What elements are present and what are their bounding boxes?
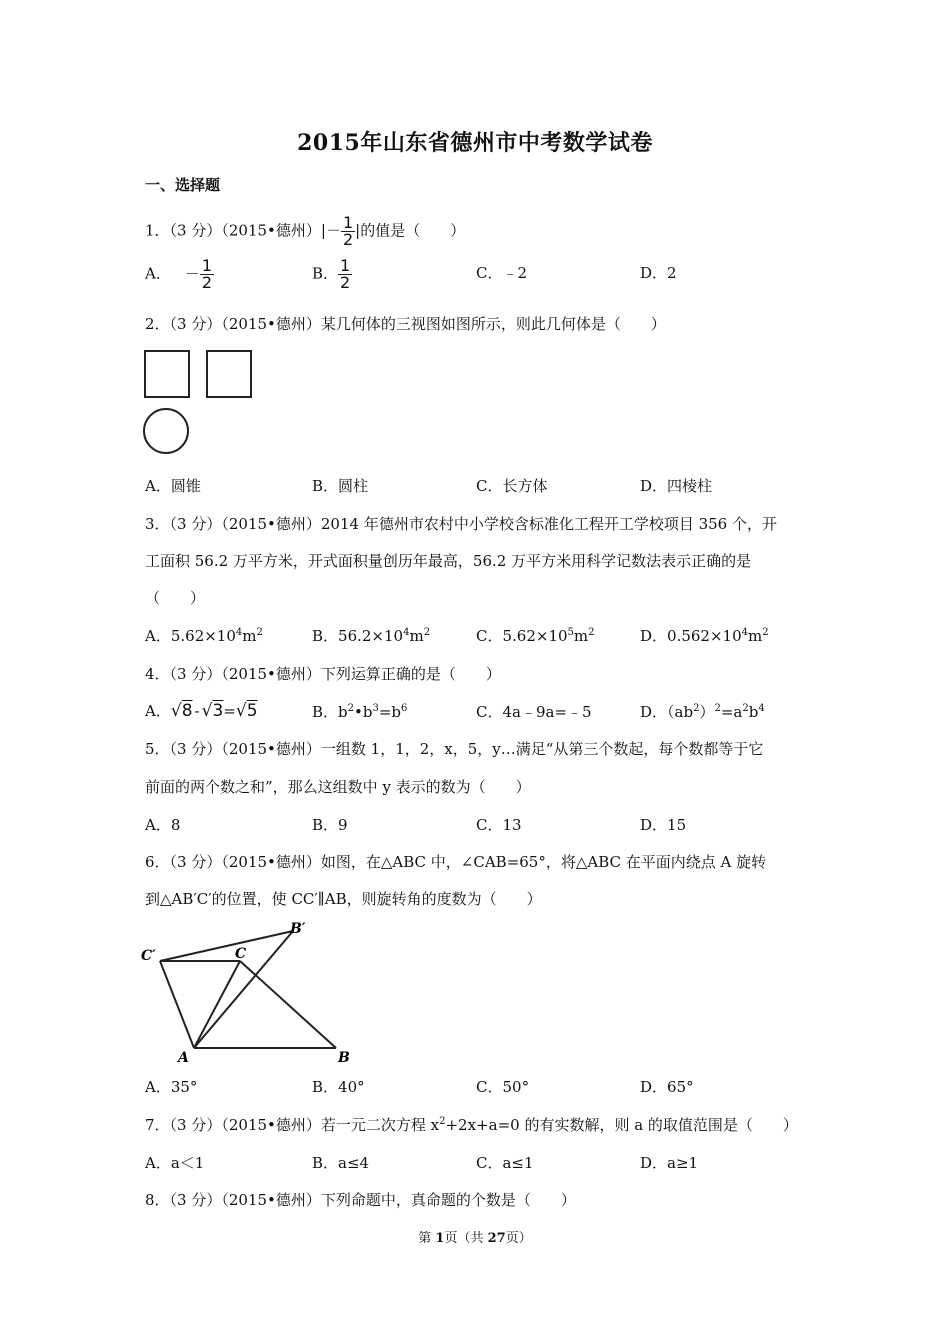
q1-option-c: C．﹣2 xyxy=(476,264,528,282)
segment-c-prime-b-prime xyxy=(160,931,293,961)
q2-option-a: A．圆锥 xyxy=(145,477,201,495)
q3-option-c: C．$5.62\times 10^5m^2$ xyxy=(476,627,595,645)
question-1 xyxy=(145,215,465,248)
q7-option-d: D．a≥1 xyxy=(640,1154,699,1172)
q1-sign: － xyxy=(325,221,341,240)
question-3-line-1: 3．（3 分）（2015•德州）2014 年德州市农村中小学校含标准化工程开工学校项目 356 个，开 xyxy=(145,515,777,533)
three-view-figure xyxy=(140,348,260,458)
section-heading: 一、选择题 xyxy=(145,176,221,194)
q3-option-d: D．$0.562\times 10^4m^2$ xyxy=(640,627,769,645)
q5-option-c: C．13 xyxy=(476,816,522,834)
label-c: C xyxy=(235,946,247,962)
label-a: A xyxy=(178,1050,189,1066)
label-b-prime: B′ xyxy=(290,921,306,937)
question-5-line-2: 前面的两个数之和”，那么这组数中 y 表示的数为（ ） xyxy=(145,778,531,796)
question-3-line-3: （ ） xyxy=(145,589,206,607)
q7-option-c: C．a≤1 xyxy=(476,1154,534,1172)
question-5-line-1: 5．（3 分）（2015•德州）一组数 1，1，2，x，5，y…满足“从第三个数起，每个数都等于它 xyxy=(145,740,764,758)
question-7: 7．（3 分）（2015•德州）若一元二次方程 $x^2+2x+a=0$ 的有实数解，则 a 的取值范围是（ ） xyxy=(145,1116,798,1134)
q6-option-d: D．65° xyxy=(640,1078,694,1096)
q4-option-b: B．$b^2•b^3=b^6$ xyxy=(312,703,408,721)
q1-prefix: 1．（3 分）（2015•德州）| xyxy=(145,221,326,240)
q3-option-a: A．$5.62\times 10^4m^2$ xyxy=(145,627,263,645)
page-number: 1 xyxy=(435,1231,445,1246)
q5-option-b: B．9 xyxy=(312,816,348,834)
q3-option-b: B．$56.2\times 10^4m^2$ xyxy=(312,627,431,645)
q6-option-a: A．35° xyxy=(145,1078,198,1096)
label-b: B xyxy=(338,1050,350,1066)
side-view-square xyxy=(207,351,251,397)
q6-option-c: C．50° xyxy=(476,1078,530,1096)
q6-option-b: B．40° xyxy=(312,1078,365,1096)
page-total: 27 xyxy=(487,1231,506,1246)
q2-option-c: C．长方体 xyxy=(476,477,548,495)
page-footer: 第 1页（共 27页） xyxy=(418,1231,532,1246)
question-8: 8．（3 分）（2015•德州）下列命题中，真命题的个数是（ ） xyxy=(145,1191,576,1209)
q5-option-d: D．15 xyxy=(640,816,687,834)
q4-option-a: A．√8 - √3=√5 xyxy=(145,701,258,721)
q5-option-a: A．8 xyxy=(145,816,181,834)
q2-option-b: B．圆柱 xyxy=(312,477,369,495)
q7-option-b: B．a≤4 xyxy=(312,1154,370,1172)
segment-c-b xyxy=(240,961,336,1048)
top-view-circle xyxy=(144,409,188,453)
segment-c-prime-a xyxy=(160,961,194,1048)
q1-option-d: D．2 xyxy=(640,264,677,282)
label-c-prime: C′ xyxy=(141,948,156,964)
q2-option-d: D．四棱柱 xyxy=(640,477,713,495)
q1-b-fraction: $\frac{1}{2}$ xyxy=(340,256,351,292)
question-6-line-2: 到△AB′C′的位置，使 CC′∥AB，则旋转角的度数为（ ） xyxy=(145,890,542,908)
q1-fraction xyxy=(341,215,355,248)
rotation-figure xyxy=(138,916,363,1066)
q4-option-c: C．4a﹣9a=﹣5 xyxy=(476,703,592,721)
question-3-line-2: 工面积 56.2 万平方米，开式面积量创历年最高，56.2 万平方米用科学记数法表示正确的是 xyxy=(145,552,752,570)
q4-option-d: D．$(ab^2)^2=a^2b^4$ xyxy=(640,703,765,721)
question-4: 4．（3 分）（2015•德州）下列运算正确的是（ ） xyxy=(145,665,501,683)
q1-suffix: |的值是（ ） xyxy=(355,221,466,240)
q1-a-fraction: $\frac{1}{2}$ xyxy=(201,256,213,292)
q1-option-b: B． $\frac{1}{2}$ xyxy=(312,256,351,292)
page-title: 2015年山东省德州市中考数学试卷 xyxy=(297,130,653,156)
q7-option-a: A．a＜1 xyxy=(145,1154,205,1172)
segment-a-c xyxy=(194,961,240,1048)
q1-option-a: A． － $\frac{1}{2}$ xyxy=(145,256,213,292)
q1-denominator: 2 xyxy=(342,230,354,249)
question-2: 2．（3 分）（2015•德州）某几何体的三视图如图所示，则此几何体是（ ） xyxy=(145,315,666,333)
q1-numerator: 1 xyxy=(342,213,354,232)
front-view-square xyxy=(145,351,189,397)
question-6-line-1: 6．（3 分）（2015•德州）如图，在△ABC 中，∠CAB=65°，将△ABC 在平面内绕点 A 旋转 xyxy=(145,853,767,871)
